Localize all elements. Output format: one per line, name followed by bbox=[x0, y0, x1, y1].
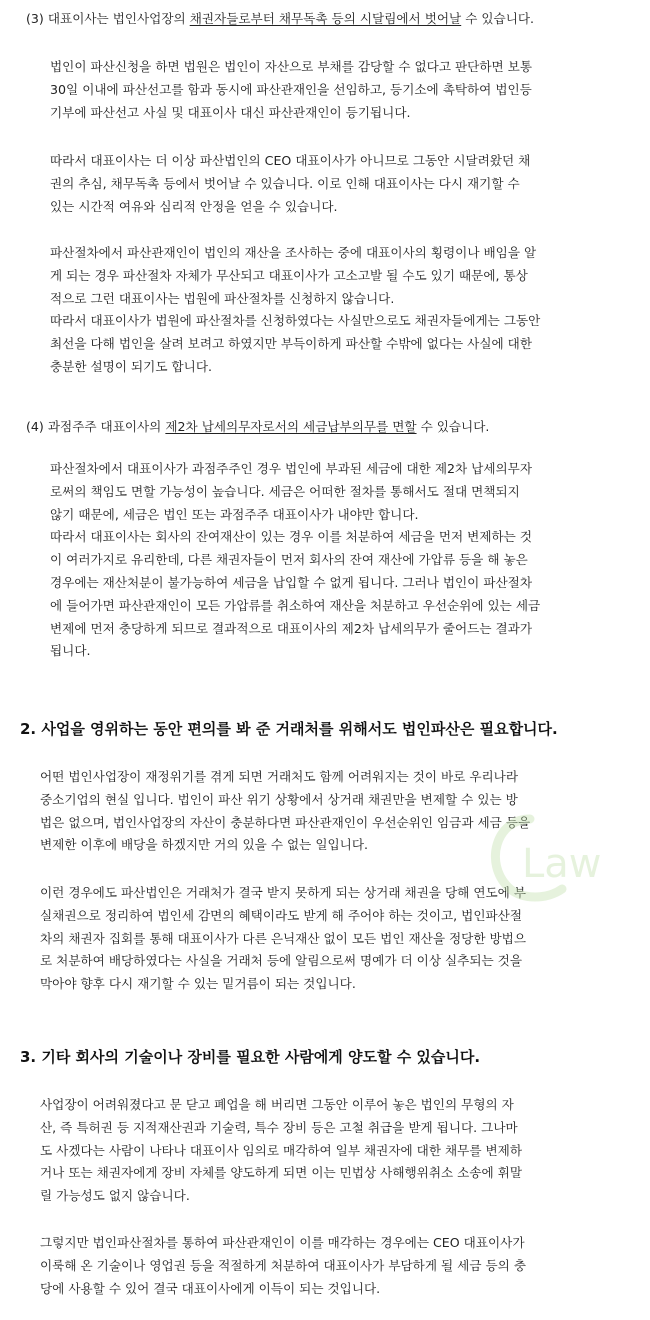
text-line: 있는 시간적 여유와 심리적 안정을 얻을 수 있습니다. bbox=[50, 198, 338, 214]
text-line: 권의 추심, 채무독촉 등에서 벗어날 수 있습니다. 이로 인해 대표이사는 다시 재기할 수 bbox=[50, 175, 520, 191]
text-line: 따라서 대표이사는 회사의 잔여재산이 있는 경우 이를 처분하여 세금을 먼저 변제하는 것 bbox=[50, 529, 532, 545]
text-line: 따라서 대표이사는 더 이상 파산법인의 CEO 대표이사가 아니므로 그동안 시달려왔던 채 bbox=[50, 153, 531, 168]
subheading-text: 과점주주 대표이사의 bbox=[47, 419, 162, 434]
text-line: 법은 없으며, 법인사업장의 자산이 충분하다면 파산관재인이 우선순위인 임금과 세금 등을 bbox=[40, 814, 531, 830]
text-line: 당에 사용할 수 있어 결국 대표이사에게 이득이 되는 것입니다. bbox=[40, 1280, 381, 1296]
watermark-icon bbox=[478, 805, 638, 905]
text-line: 실채권으로 정리하여 법인세 감면의 혜택이라도 받게 해 주어야 하는 것이고, 법인파산절 bbox=[40, 907, 522, 923]
text-line: 변제에 먼저 충당하게 되므로 결과적으로 대표이사의 제2차 납세의무가 줄어드는 결과가 bbox=[50, 620, 533, 636]
text-line: 도 사겠다는 사람이 나타나 대표이사 임의로 매각하여 일부 채권자에 대한 채무를 변제하 bbox=[40, 1142, 522, 1158]
paragraph bbox=[50, 242, 634, 379]
text-line: 에 들어가면 파산관재인이 모든 가압류를 취소하여 재산을 처분하고 우선순위에 있는 세금 bbox=[50, 597, 541, 613]
subheading-underlined: 제2차 납세의무자로서의 세금납부의무를 면할 bbox=[165, 419, 417, 434]
watermark-text: Law bbox=[522, 841, 602, 887]
paragraph bbox=[50, 458, 634, 663]
text-line: 최선을 다해 법인을 살려 보려고 하였지만 부득이하게 파산할 수밖에 없다는 사실에 대한 bbox=[50, 336, 532, 352]
text-line: 막아야 향후 다시 재기할 수 있는 밑거름이 되는 것입니다. bbox=[40, 976, 356, 992]
text-line: 중소기업의 현실 입니다. 법인이 파산 위기 상황에서 상거래 채권만을 변제할 수 있는 방 bbox=[40, 791, 518, 807]
text-line: 기부에 파산선고 사실 및 대표이사 대신 파산관재인이 등기됩니다. bbox=[50, 104, 411, 120]
text-line: 어떤 법인사업장이 재정위기를 겪게 되면 거래처도 함께 어려워지는 것이 바로 우리나라 bbox=[40, 769, 518, 784]
text-line: 릴 가능성도 없지 않습니다. bbox=[40, 1188, 190, 1204]
text-line: 차의 채권자 집회를 통해 대표이사가 다른 은닉재산 없이 모든 법인 재산을 정당한 방법으 bbox=[40, 930, 526, 946]
text-line: 이룩해 온 기술이나 영업권 등을 적절하게 처분하여 대표이사가 부담하게 될 세금 등의 충 bbox=[40, 1257, 526, 1273]
text-line: 변제한 이후에 배당을 하겠지만 거의 있을 수 없는 일입니다. bbox=[40, 837, 369, 853]
section-heading-2: 2. 사업을 영위하는 동안 편의를 봐 준 거래처를 위해서도 법인파산은 필요합니다. bbox=[20, 720, 558, 738]
subheading-3 bbox=[26, 8, 534, 27]
text-line: 이 여러가지로 유리한데, 다른 채권자들이 먼저 회사의 잔여 재산에 가압류 등을 해 놓은 bbox=[50, 552, 528, 568]
text-line: 않기 때문에, 세금은 법인 또는 과점주주 대표이사가 내야만 합니다. bbox=[50, 506, 419, 522]
text-line: 따라서 대표이사가 법원에 파산절차를 신청하였다는 사실만으로도 채권자들에게는 그동안 bbox=[50, 313, 541, 329]
text-line: 됩니다. bbox=[50, 643, 91, 659]
subheading-tail: 수 있습니다. bbox=[465, 11, 535, 26]
section-heading-3: 3. 기타 회사의 기술이나 장비를 필요한 사람에게 양도할 수 있습니다. bbox=[20, 1048, 481, 1066]
text-line: 파산절차에서 대표이사가 과점주주인 경우 법인에 부과된 세금에 대한 제2차 납세의무자 bbox=[50, 461, 533, 476]
text-line: 충분한 설명이 되기도 합니다. bbox=[50, 358, 212, 374]
text-line: 그렇지만 법인파산절차를 통하여 파산관재인이 이를 매각하는 경우에는 CEO 대표이사가 bbox=[40, 1235, 525, 1250]
text-line: 거나 또는 채권자에게 장비 자체를 양도하게 되면 이는 민법상 사해행위취소 소송에 휘말 bbox=[40, 1165, 522, 1181]
text-line: 게 되는 경우 파산절차 자체가 무산되고 대표이사가 고소고발 될 수도 있기 때문에, 통상 bbox=[50, 267, 528, 283]
text-line: 로 처분하여 배당하였다는 사실을 거래처 등에 알림으로써 명예가 더 이상 실추되는 것을 bbox=[40, 953, 522, 969]
text-line: 법인이 파산신청을 하면 법원은 법인이 자산으로 부채를 감당할 수 없다고 판단하면 보통 bbox=[50, 59, 532, 74]
subheading-4 bbox=[26, 416, 489, 435]
paragraph bbox=[50, 56, 634, 124]
subheading-number: (4) bbox=[26, 419, 44, 434]
subheading-tail: 수 있습니다. bbox=[420, 419, 490, 434]
text-line: 파산절차에서 파산관재인이 법인의 재산을 조사하는 중에 대표이사의 횡령이나 배임을 알 bbox=[50, 245, 537, 260]
text-line: 경우에는 재산처분이 불가능하여 세금을 납입할 수 없게 됩니다. 그러나 법인이 파산절차 bbox=[50, 574, 532, 590]
text-line: 적으로 그런 대표이사는 법원에 파산절차를 신청하지 않습니다. bbox=[50, 290, 395, 306]
subheading-text: 대표이사는 법인사업장의 bbox=[47, 11, 186, 26]
text-line: 로써의 책임도 면할 가능성이 높습니다. 세금은 어떠한 절차를 통해서도 절대 면책되지 bbox=[50, 483, 520, 499]
subheading-underlined: 채권자들로부터 채무독촉 등의 시달림에서 벗어날 bbox=[189, 11, 462, 26]
text-line: 30일 이내에 파산선고를 함과 동시에 파산관재인을 선임하고, 등기소에 촉탁하여 법인등 bbox=[50, 81, 532, 97]
text-line: 사업장이 어려워졌다고 문 닫고 폐업을 해 버리면 그동안 이루어 놓은 법인의 무형의 자 bbox=[40, 1097, 514, 1112]
subheading-number: (3) bbox=[26, 11, 44, 26]
paragraph bbox=[50, 150, 634, 218]
text-line: 산, 즉 특허권 등 지적재산권과 기술력, 특수 장비 등은 고철 취급을 받게 됩니다. 그나마 bbox=[40, 1119, 518, 1135]
paragraph bbox=[40, 1094, 634, 1208]
law-watermark-logo bbox=[478, 805, 638, 905]
paragraph bbox=[40, 1232, 634, 1300]
text-line: 이런 경우에도 파산법인은 거래처가 결국 받지 못하게 되는 상거래 채권을 당해 연도에 부 bbox=[40, 885, 526, 900]
